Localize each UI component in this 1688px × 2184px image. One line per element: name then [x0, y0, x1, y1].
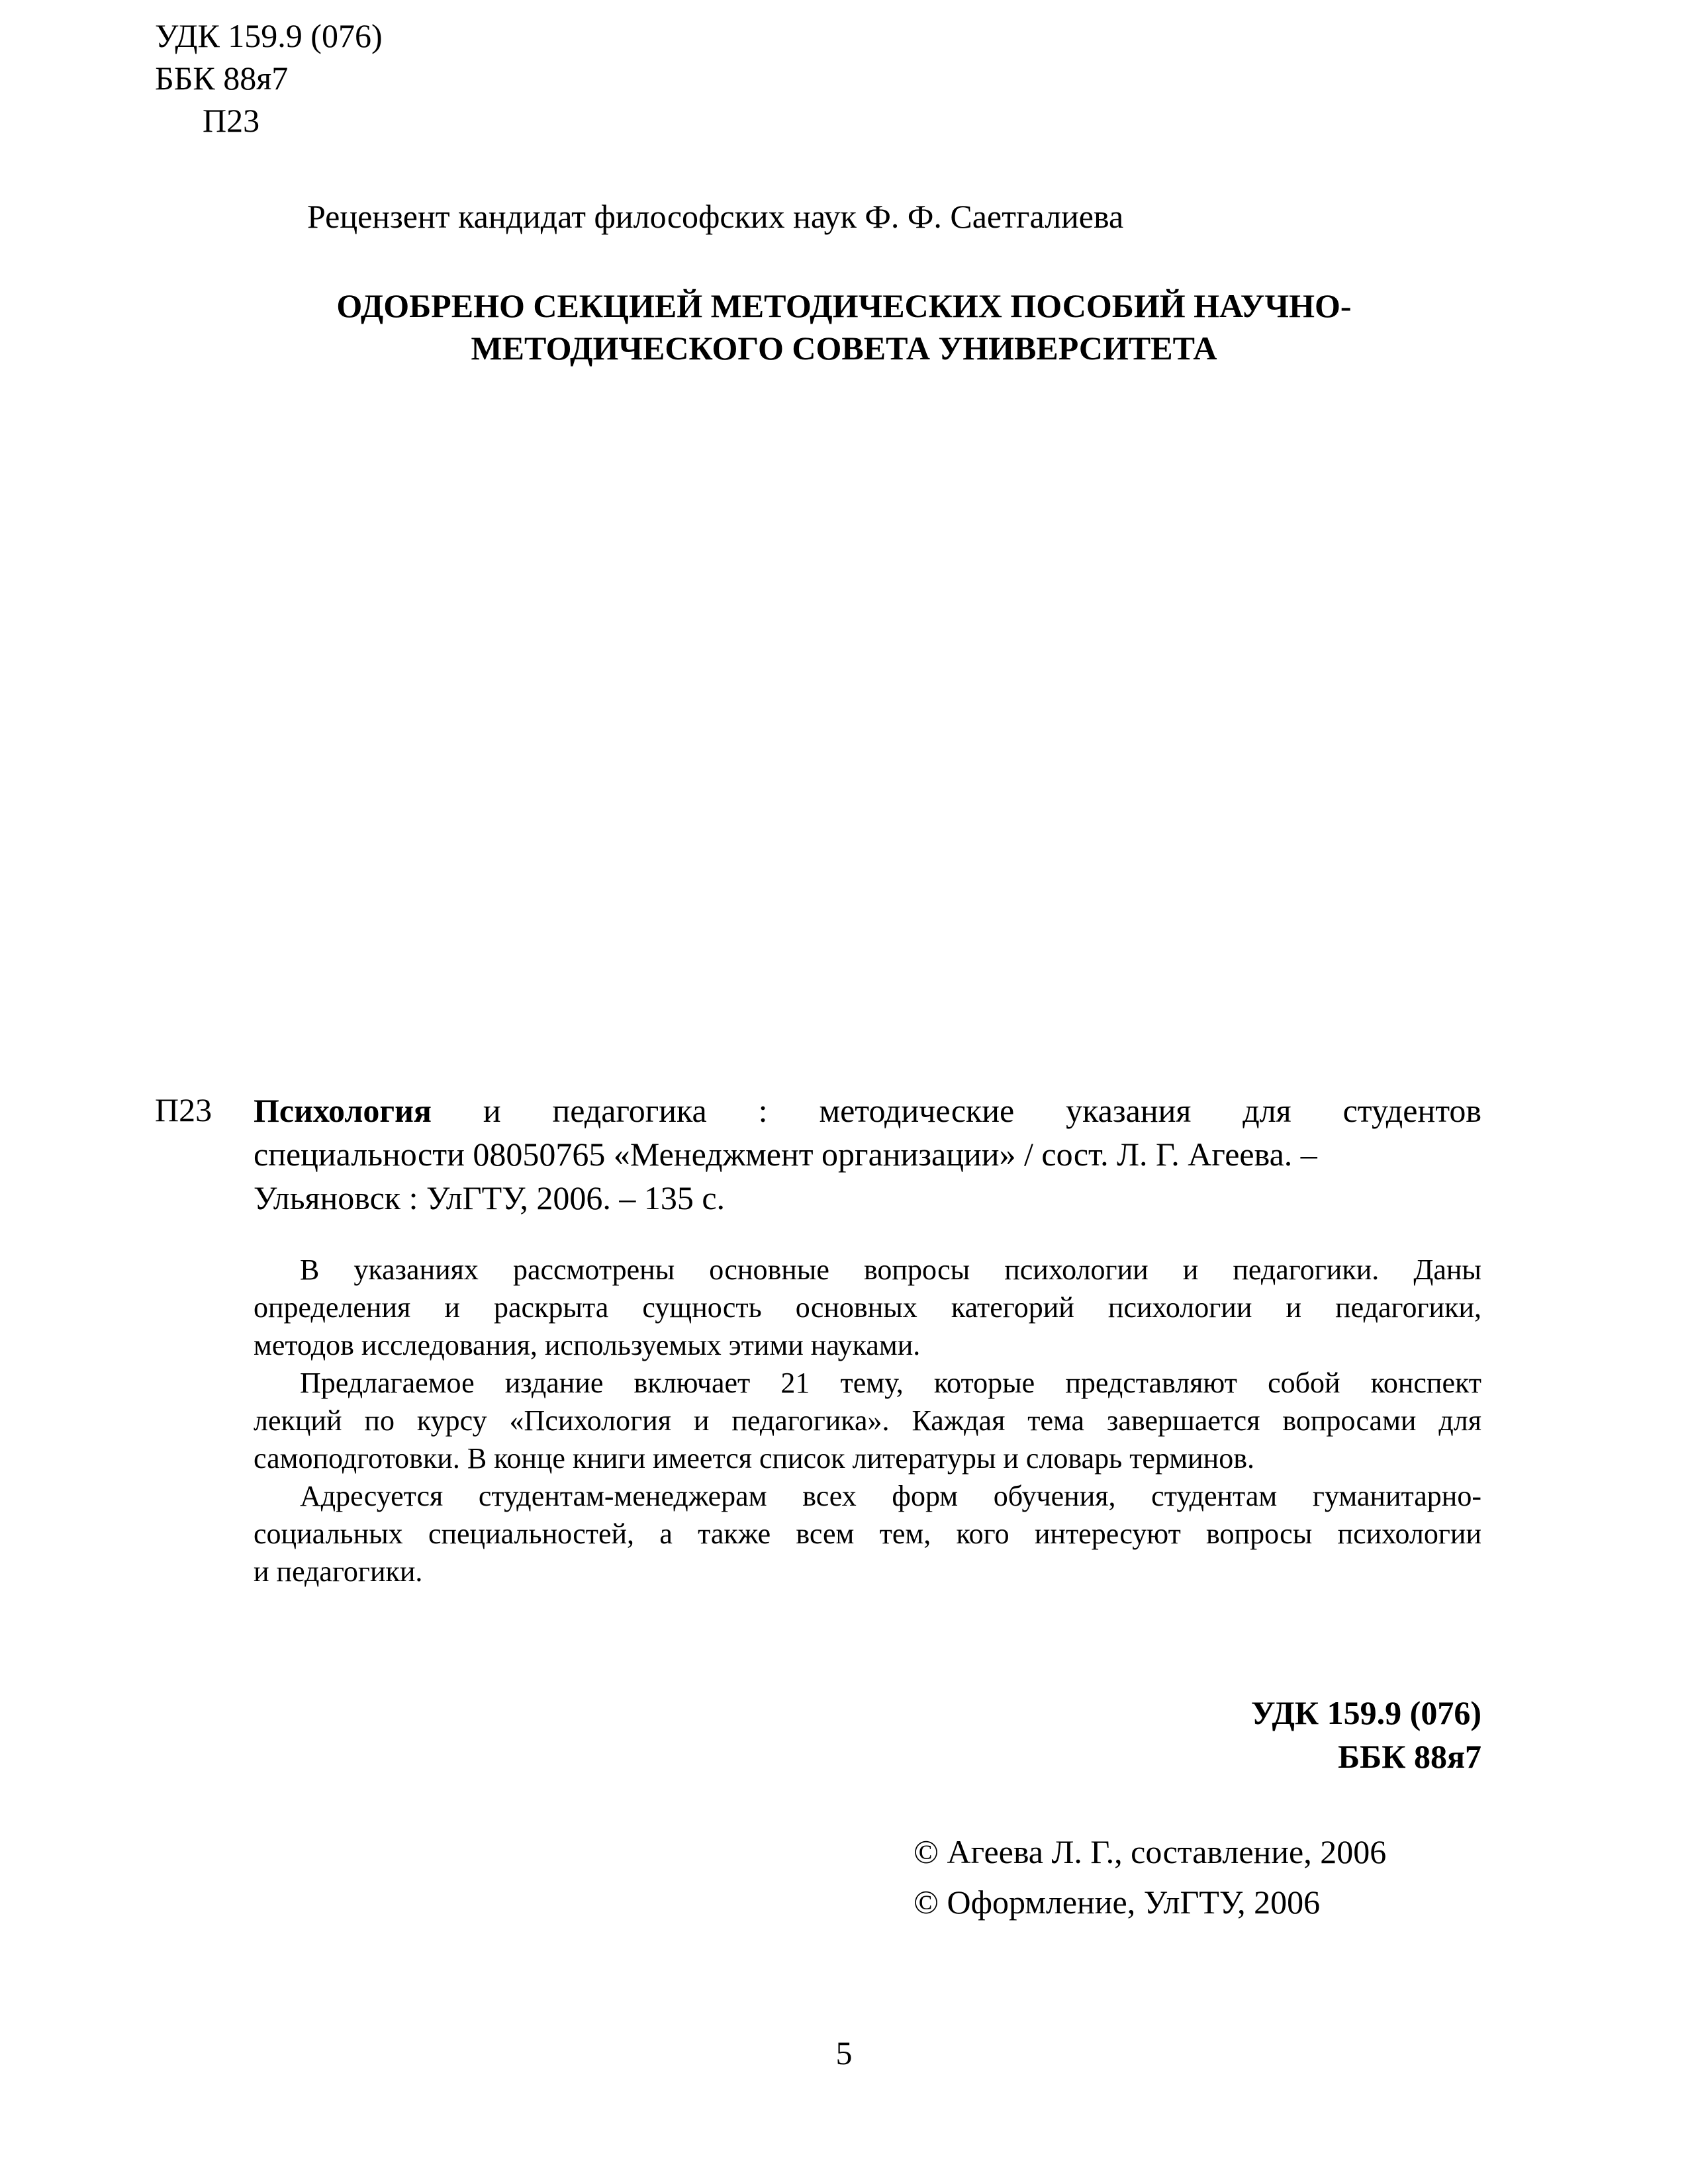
author-mark: П23: [203, 102, 260, 139]
page-number: 5: [835, 2034, 853, 2071]
abstract-paragraph-2: [254, 1364, 1481, 1477]
bibliography-code: П23: [155, 1091, 212, 1128]
udk-code: УДК 159.9 (076): [155, 17, 383, 54]
copyright-block: [914, 1827, 1386, 1927]
classification-codes: [1251, 1691, 1481, 1778]
abstract: [254, 1251, 1481, 1590]
abstract-paragraph-1: [254, 1251, 1481, 1364]
abstract-line: Предлагаемое издание включает 21 тему, которые представляют собой конспект: [300, 1367, 1481, 1399]
abstract-line: и педагогики.: [254, 1555, 423, 1588]
abstract-line: В указаниях рассмотрены основные вопросы психологии и педагогики. Даны: [300, 1253, 1481, 1286]
approval-line-2: МЕТОДИЧЕСКОГО СОВЕТА УНИВЕРСИТЕТА: [471, 330, 1217, 367]
abstract-line: лекций по курсу «Психология и педагогика». Каждая тема завершается вопросами для: [254, 1404, 1481, 1437]
bibliographic-record: [254, 1089, 1481, 1220]
bbk-code-bold: ББК 88я7: [1338, 1738, 1481, 1775]
approval-line-1: ОДОБРЕНО СЕКЦИЕЙ МЕТОДИЧЕСКИХ ПОСОБИЙ НАУЧНО-: [336, 287, 1352, 324]
book-title: Психология: [254, 1092, 432, 1129]
abstract-line: определения и раскрыта сущность основных категорий психологии и педагогики,: [254, 1291, 1481, 1324]
bibliography-line-1-rest: и педагогика : методические указания для студентов: [431, 1092, 1481, 1129]
copyright-line-2: © Оформление, УлГТУ, 2006: [914, 1884, 1321, 1921]
header-codes: [155, 15, 383, 142]
bibliography-line-2: специальности 08050765 «Менеджмент организации» / сост. Л. Г. Агеева. –: [254, 1136, 1317, 1173]
reviewer-line: Рецензент кандидат философских наук Ф. Ф. Саетгалиева: [307, 198, 1124, 235]
udk-code-bold: УДК 159.9 (076): [1250, 1694, 1481, 1731]
approval-heading: [199, 285, 1489, 369]
abstract-line: методов исследования, используемых этими науками.: [254, 1329, 921, 1361]
bibliography-line-3: Ульяновск : УлГТУ, 2006. – 135 с.: [254, 1179, 726, 1216]
abstract-paragraph-3: [254, 1477, 1481, 1590]
abstract-line: самоподготовки. В конце книги имеется список литературы и словарь терминов.: [254, 1442, 1255, 1475]
bibliography-line-1: [254, 1089, 1481, 1132]
abstract-line: социальных специальностей, а также всем тем, кого интересуют вопросы психологии: [254, 1518, 1481, 1550]
copyright-line-1: © Агеева Л. Г., составление, 2006: [914, 1833, 1387, 1870]
bbk-code: ББК 88я7: [155, 60, 289, 97]
abstract-line: Адресуется студентам-менеджерам всех форм обучения, студентам гуманитарно-: [300, 1480, 1481, 1512]
